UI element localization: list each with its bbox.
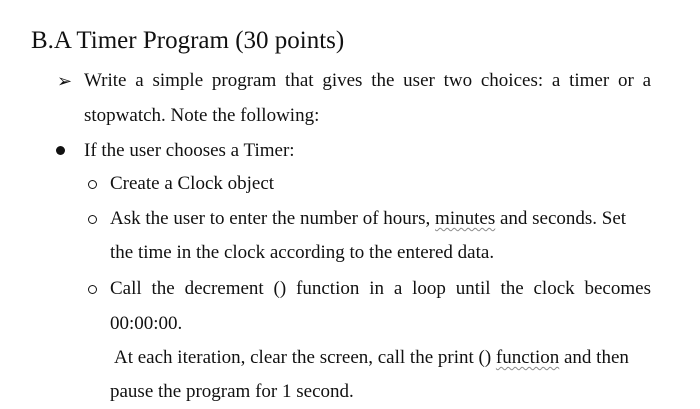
step-call-decrement-line-1 bbox=[110, 277, 651, 301]
word: two bbox=[443, 70, 473, 91]
word: that bbox=[285, 70, 314, 91]
step-create-clock: Create a Clock object bbox=[110, 173, 275, 194]
step-ask-input-text-after: and seconds. Set bbox=[499, 208, 627, 229]
word: a bbox=[135, 70, 144, 91]
step-ask-input-text-before: Ask the user to enter the number of hours, bbox=[110, 208, 431, 229]
word: simple bbox=[152, 70, 204, 91]
word: until bbox=[455, 278, 491, 299]
iteration-note-line-1 bbox=[114, 346, 629, 370]
iteration-note-text-after: and then bbox=[564, 347, 629, 368]
word: a bbox=[393, 278, 403, 299]
spellcheck-flagged-word: function bbox=[495, 347, 560, 368]
iteration-note-line-2: pause the program for 1 second. bbox=[110, 381, 354, 402]
word: timer bbox=[569, 70, 610, 91]
word: a bbox=[642, 70, 651, 91]
word: choices: bbox=[480, 70, 544, 91]
hollow-bullet-icon bbox=[88, 180, 97, 189]
section-title: B.A Timer Program (30 points) bbox=[31, 27, 345, 54]
word: in bbox=[369, 278, 384, 299]
word: decrement bbox=[184, 278, 264, 299]
word: user bbox=[403, 70, 435, 91]
word: gives bbox=[322, 70, 363, 91]
step-ask-input-line-1 bbox=[110, 207, 626, 231]
step-ask-input-line-2: the time in the clock according to the entered data. bbox=[110, 242, 495, 263]
iteration-note-text-before: At each iteration, clear the screen, call the print () bbox=[114, 347, 492, 368]
step-call-decrement-line-2: 00:00:00. bbox=[110, 313, 183, 334]
word: becomes bbox=[584, 278, 651, 299]
arrow-bullet-icon: ➢ bbox=[57, 71, 73, 91]
word: or bbox=[617, 70, 634, 91]
word: loop bbox=[412, 278, 446, 299]
hollow-bullet-icon bbox=[88, 215, 97, 224]
word: function bbox=[296, 278, 360, 299]
task-description-line-2: stopwatch. Note the following: bbox=[84, 105, 320, 126]
word: the bbox=[500, 278, 524, 299]
word: clock bbox=[533, 278, 575, 299]
word: Call bbox=[110, 278, 142, 299]
word: () bbox=[273, 278, 287, 299]
timer-case-heading: If the user chooses a Timer: bbox=[84, 140, 295, 161]
hollow-bullet-icon bbox=[88, 285, 97, 294]
spellcheck-flagged-word: minutes bbox=[435, 208, 496, 229]
word: the bbox=[371, 70, 395, 91]
task-description-line-1 bbox=[84, 69, 651, 93]
word: program bbox=[211, 70, 277, 91]
word: a bbox=[551, 70, 561, 91]
filled-bullet-icon bbox=[56, 146, 65, 155]
word: the bbox=[151, 278, 175, 299]
word: Write bbox=[84, 70, 127, 91]
